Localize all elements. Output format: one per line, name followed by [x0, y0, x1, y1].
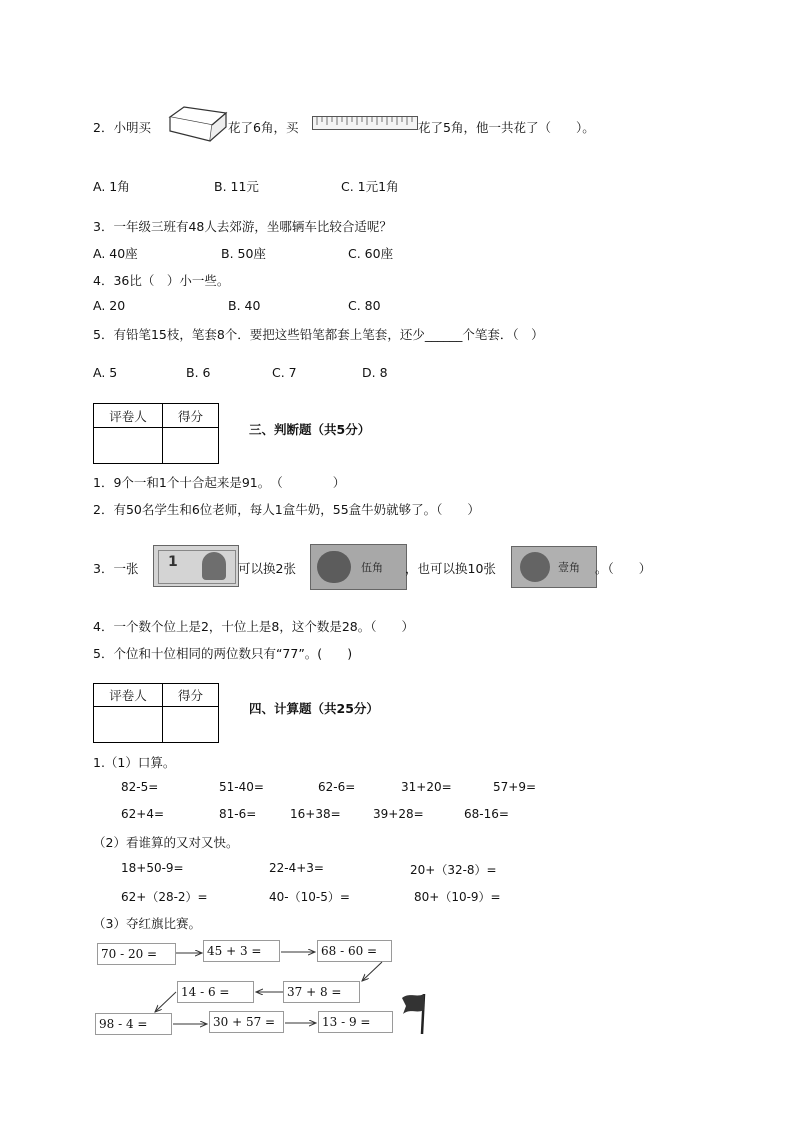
part3-title: （3）夺红旗比赛。 [93, 916, 201, 931]
score-header: 得分 [162, 403, 219, 428]
q5-text: 5．有铅笔15枝，笔套8个．要把这些铅笔都套上笔套，还少______个笔套．（ ） [93, 327, 544, 342]
flag-icon [400, 990, 434, 1036]
q2-option-b: B. 11元 [214, 179, 259, 194]
chain-box-1[interactable]: 70 - 20 = [97, 943, 176, 965]
mixed-calc-2: 22-4+3= [269, 861, 324, 875]
q5-option-a: A. 5 [93, 365, 118, 380]
q4-option-c: C. 80 [348, 298, 381, 313]
q2-option-a: A. 1角 [93, 179, 130, 194]
chain-box-4[interactable]: 37 + 8 = [283, 981, 360, 1003]
mixed-calc-6: 80+（10-9）= [414, 890, 501, 904]
q2-option-c: C. 1元1角 [341, 179, 399, 194]
q4-option-b: B. 40 [228, 298, 261, 313]
judge-item-5: 5．个位和十位相同的两位数只有“77”。( ) [93, 646, 353, 661]
q2-mid: 花了6角，买 [228, 120, 299, 135]
q4-option-a: A. 20 [93, 298, 126, 313]
oral-calc-10: 68-16= [464, 807, 509, 821]
oral-calc-3: 62-6= [318, 780, 356, 794]
oral-calc-1: 82-5= [121, 780, 159, 794]
judge-item-2: 2．有50名学生和6位老师，每人1盒牛奶，55盒牛奶就够了。（ ） [93, 502, 480, 517]
mixed-calc-4: 62+（28-2）= [121, 890, 208, 904]
judge-item-3-prefix: 3．一张 [93, 561, 139, 576]
q2-suffix: 花了5角，他一共花了（ ）。 [418, 120, 595, 135]
chain-box-6[interactable]: 98 - 4 = [95, 1013, 172, 1035]
q2-prefix: 2．小明买 [93, 120, 151, 135]
five-jiao-note-label: 伍角 [361, 561, 383, 574]
oral-calc-9: 39+28= [373, 807, 424, 821]
score-header: 得分 [162, 683, 219, 707]
chain-box-3[interactable]: 68 - 60 = [317, 940, 392, 962]
q3-option-a: A. 40座 [93, 246, 138, 261]
chain-box-7[interactable]: 30 + 57 = [209, 1011, 284, 1033]
oral-calc-8: 16+38= [290, 807, 341, 821]
q4-text: 4．36比（ ）小一些。 [93, 273, 230, 288]
oral-calc-5: 57+9= [493, 780, 537, 794]
q3-option-c: C. 60座 [348, 246, 394, 261]
q5-option-c: C. 7 [272, 365, 297, 380]
arrow-3-4 [362, 962, 382, 981]
one-yuan-note-label: 1 [168, 554, 178, 570]
part2-title: （2）看谁算的又对又快。 [93, 835, 239, 850]
chain-box-8[interactable]: 13 - 9 = [318, 1011, 393, 1033]
oral-calc-4: 31+20= [401, 780, 452, 794]
one-jiao-note-label: 壹角 [558, 561, 580, 574]
arrow-5-6 [155, 992, 176, 1012]
q5-option-b: B. 6 [186, 365, 211, 380]
judge-item-3-end: 。（ ） [595, 561, 652, 576]
section4-title: 四、计算题（共25分） [249, 701, 379, 716]
oral-calc-2: 51-40= [219, 780, 264, 794]
judge-item-1: 1．9个一和1个十合起来是91。 （ ） [93, 475, 346, 490]
section3-title: 三、判断题（共5分） [249, 422, 371, 437]
oral-calc-6: 62+4= [121, 807, 165, 821]
chain-box-2[interactable]: 45 + 3 = [203, 940, 280, 962]
part1-title: 1.（1）口算。 [93, 755, 176, 770]
chain-box-5[interactable]: 14 - 6 = [177, 981, 254, 1003]
mixed-calc-1: 18+50-9= [121, 861, 184, 875]
mixed-calc-5: 40-（10-5）= [269, 890, 350, 904]
grader-header: 评卷人 [93, 403, 163, 428]
q3-option-b: B. 50座 [221, 246, 266, 261]
q5-option-d: D. 8 [362, 365, 388, 380]
judge-item-3-mid: 可以换2张 [238, 561, 296, 576]
q3-text: 3．一年级三班有48人去郊游，坐哪辆车比较合适呢？ [93, 219, 392, 234]
mixed-calc-3: 20+（32-8）= [410, 863, 497, 877]
judge-item-4: 4．一个数个位上是2，十位上是8，这个数是28。（ ） [93, 619, 415, 634]
judge-item-3-suffix: ，也可以换10张 [405, 561, 496, 576]
oral-calc-7: 81-6= [219, 807, 257, 821]
grader-header: 评卷人 [93, 683, 163, 707]
